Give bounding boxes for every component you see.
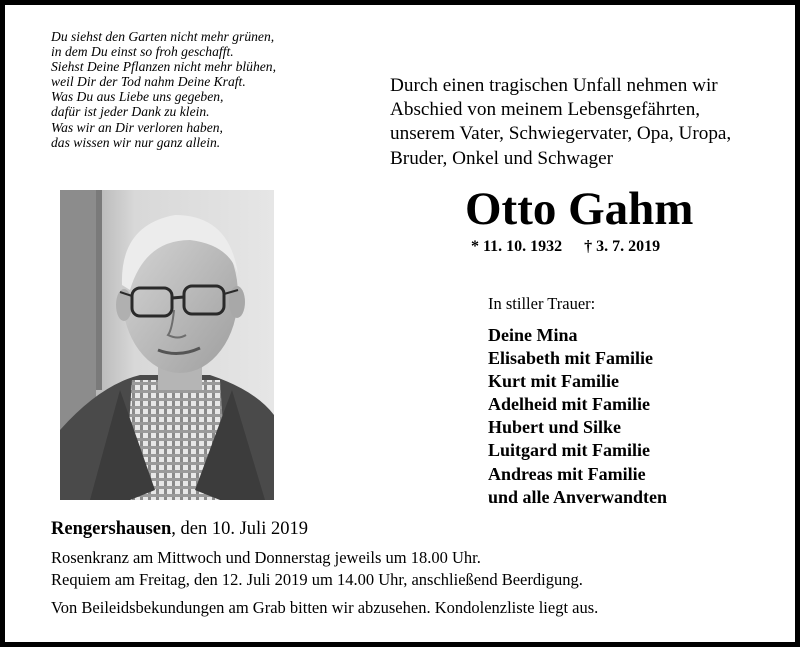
mourners-list bbox=[488, 324, 667, 509]
footer-notices bbox=[51, 517, 771, 619]
mourner-name: Kurt mit Familie bbox=[488, 371, 619, 392]
poem-line: Was Du aus Liebe uns gegeben, bbox=[51, 89, 224, 105]
portrait-illustration bbox=[60, 190, 274, 500]
place-date-line bbox=[51, 517, 771, 541]
life-dates bbox=[471, 238, 660, 256]
mourner-name: Elisabeth mit Familie bbox=[488, 348, 653, 369]
memorial-poem bbox=[51, 29, 351, 150]
poem-line: das wissen wir nur ganz allein. bbox=[51, 134, 221, 150]
notice-date: , den 10. Juli 2019 bbox=[171, 519, 308, 539]
announcement-line: Abschied von meinem Lebensgefährten, bbox=[390, 99, 701, 121]
birth-date: * 11. 10. 1932 bbox=[471, 238, 563, 255]
poem-line: Was wir an Dir verloren haben, bbox=[51, 119, 223, 135]
deceased-name: Otto Gahm bbox=[465, 183, 694, 235]
place-name: Rengershausen bbox=[51, 519, 172, 539]
poem-line: weil Dir der Tod nahm Deine Kraft. bbox=[51, 74, 246, 90]
mourner-name: Hubert und Silke bbox=[488, 417, 622, 438]
death-date: † 3. 7. 2019 bbox=[584, 238, 661, 255]
poem-line: dafür ist jeder Dank zu klein. bbox=[51, 104, 210, 120]
poem-line: Siehst Deine Pflanzen nicht mehr blühen, bbox=[51, 59, 277, 75]
requiem-notice: Requiem am Freitag, den 12. Juli 2019 um 14.00 Uhr, anschließend Beerdigung. bbox=[51, 570, 583, 589]
announcement-line: unserem Vater, Schwiegervater, Opa, Uropa, bbox=[390, 123, 732, 145]
announcement-line: Bruder, Onkel und Schwager bbox=[390, 147, 614, 169]
mourning-heading: In stiller Trauer: bbox=[488, 294, 596, 313]
mourner-name: Adelheid mit Familie bbox=[488, 394, 650, 415]
poem-line: Du siehst den Garten nicht mehr grünen, bbox=[51, 29, 275, 44]
announcement-line: Durch einen tragischen Unfall nehmen wir bbox=[390, 75, 718, 96]
portrait-photo bbox=[60, 190, 274, 500]
condolence-notice: Von Beileidsbekundungen am Grab bitten wir abzusehen. Kondolenzliste liegt aus. bbox=[51, 598, 599, 617]
announcement-text bbox=[390, 74, 790, 171]
rosary-notice: Rosenkranz am Mittwoch und Donnerstag jeweils um 18.00 Uhr. bbox=[51, 548, 481, 567]
mourner-name: und alle Anverwandten bbox=[488, 486, 668, 507]
mourner-name: Luitgard mit Familie bbox=[488, 440, 650, 461]
mourner-name: Andreas mit Familie bbox=[488, 463, 646, 484]
poem-line: in dem Du einst so froh geschafft. bbox=[51, 44, 234, 60]
mourner-name: Deine Mina bbox=[488, 325, 578, 345]
